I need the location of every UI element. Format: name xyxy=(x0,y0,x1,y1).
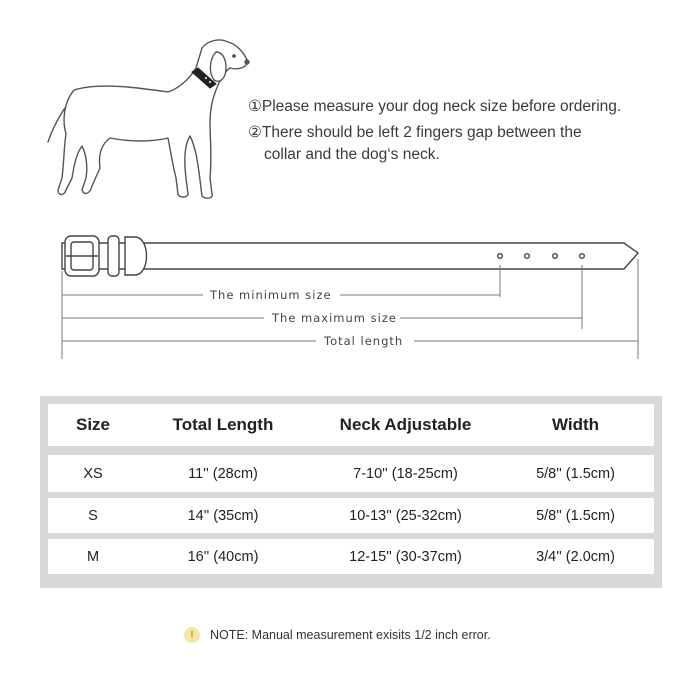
header-total-length: Total Length xyxy=(172,415,274,434)
dog-illustration xyxy=(40,38,255,208)
warning-icon: ! xyxy=(184,627,200,643)
size-cell: XS xyxy=(83,465,103,482)
measurement-instructions xyxy=(248,96,678,166)
note-text: NOTE: Manual measurement exisits 1/2 inch error. xyxy=(210,628,491,642)
header-width: Width xyxy=(551,415,600,434)
instruction-line-1: ①Please measure your dog neck size before ordering. xyxy=(248,98,622,115)
width-cell: 5/8'' (1.5cm) xyxy=(536,507,615,524)
header-size: Size xyxy=(75,415,111,434)
minimum-size-label: The minimum size xyxy=(210,288,332,302)
total-length-cell: 11'' (28cm) xyxy=(188,465,258,482)
total-length-label: Total length xyxy=(324,334,404,348)
instruction-line-3: collar and the dog‘s neck. xyxy=(264,146,440,163)
table-row xyxy=(48,539,654,574)
header-neck-adjustable: Neck Adjustable xyxy=(339,415,472,434)
size-table xyxy=(40,396,662,588)
size-cell: M xyxy=(86,548,100,565)
measurement-note xyxy=(184,625,491,645)
table-header-row xyxy=(48,404,654,446)
total-length-cell: 14'' (35cm) xyxy=(187,507,259,524)
total-length-cell: 16'' (40cm) xyxy=(187,548,259,565)
neck-adjustable-cell: 10-13'' (25-32cm) xyxy=(349,507,462,524)
width-cell: 5/8'' (1.5cm) xyxy=(536,465,615,482)
width-cell: 3/4'' (2.0cm) xyxy=(536,548,615,565)
neck-adjustable-cell: 7-10'' (18-25cm) xyxy=(353,465,458,482)
table-row xyxy=(48,455,654,492)
neck-adjustable-cell: 12-15'' (30-37cm) xyxy=(349,548,462,565)
table-row xyxy=(48,498,654,533)
instruction-line-2: ②There should be left 2 fingers gap between the xyxy=(248,124,582,141)
maximum-size-label: The maximum size xyxy=(272,311,397,325)
size-cell: S xyxy=(88,507,98,524)
collar-measurement-diagram xyxy=(0,225,700,365)
